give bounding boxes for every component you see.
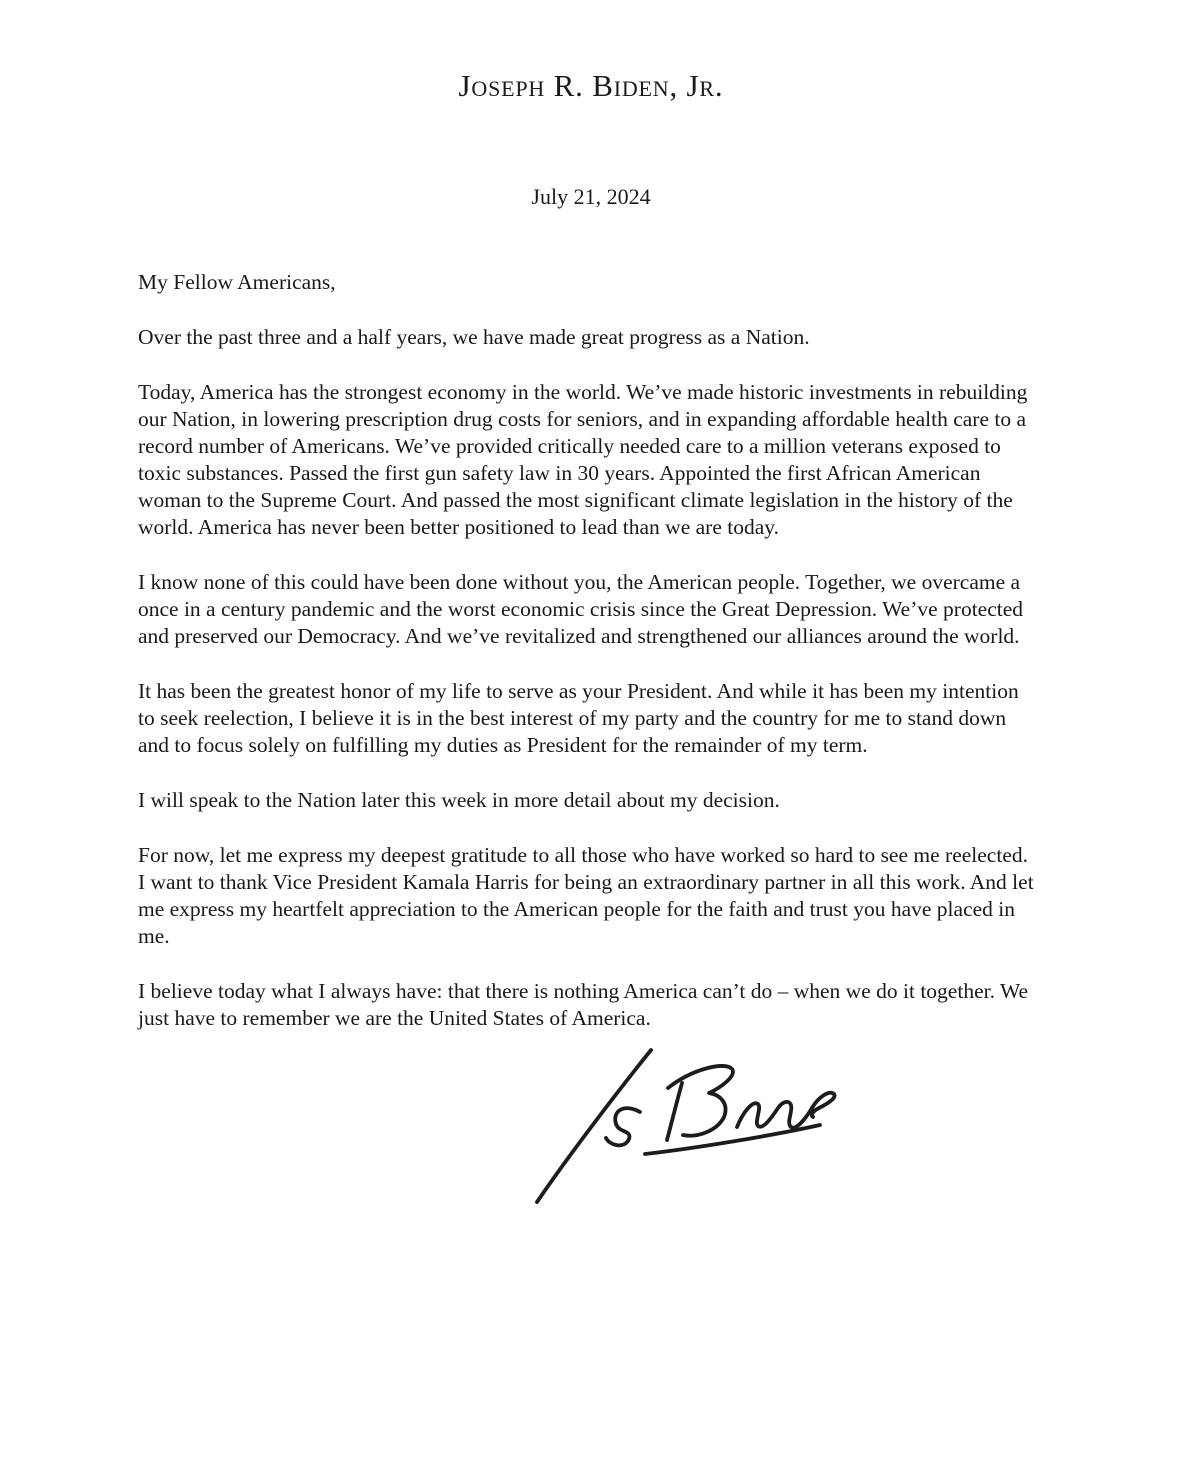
signature-b-upright xyxy=(667,1083,682,1140)
signature-end-flourish xyxy=(812,1093,835,1117)
paragraph-american-people: I know none of this could have been done without you, the American people. Together, we overcame a once in a century pandemic and the worst economic crisis since the Great Depression. We’ve protected and preserved our Democracy. And we’ve revitalized and strengthened our alliances around the world. xyxy=(138,569,1024,648)
salutation: My Fellow Americans, xyxy=(138,269,336,294)
letter-date: July 21, 2024 xyxy=(531,183,651,209)
paragraph-progress: Over the past three and a half years, we have made great progress as a Nation. xyxy=(138,324,810,349)
signature-iden-scrawl xyxy=(737,1102,812,1128)
signature-block xyxy=(520,1038,860,1216)
paragraph-gratitude: For now, let me express my deepest gratitude to all those who have worked so hard to see me reelected. I want to thank Vice President Kamala Harris for being an extraordinary partner in all this work. And let me express my heartfelt appreciation to the American people for the faith and trust you have placed in me. xyxy=(138,842,1034,948)
signature-j-stroke xyxy=(537,1050,651,1202)
paragraph-economy-achievements: Today, America has the strongest economy in the world. We’ve made historic investments in rebuilding our Nation, in lowering prescription drug costs for seniors, and in expanding affordable health care to a record number of Americans. We’ve provided critically needed care to a million veterans exposed to toxic substances. Passed the first gun safety law in 30 years. Appointed the first African American woman to the Supreme Court. And passed the most significant climate legislation in the history of the world. America has never been better positioned to lead than we are today. xyxy=(138,379,1028,539)
signature-oe-loop xyxy=(606,1108,640,1145)
letterhead-name: Joseph R. Biden, Jr. xyxy=(458,68,724,103)
joe-biden-signature xyxy=(520,1038,860,1216)
paragraph-speak-to-nation: I will speak to the Nation later this week in more detail about my decision. xyxy=(138,787,780,812)
paragraph-stand-down: It has been the greatest honor of my life to serve as your President. And while it has been my intention to seek reelection, I believe it is in the best interest of my party and the country for me to stand down and to focus solely on fulfilling my duties as President for the remainder of my term. xyxy=(138,678,1019,757)
letter-body xyxy=(138,269,1034,1216)
paragraph-closing-belief: I believe today what I always have: that there is nothing America can’t do – when we do it together. We just have to remember we are the United States of America. xyxy=(138,978,1029,1030)
